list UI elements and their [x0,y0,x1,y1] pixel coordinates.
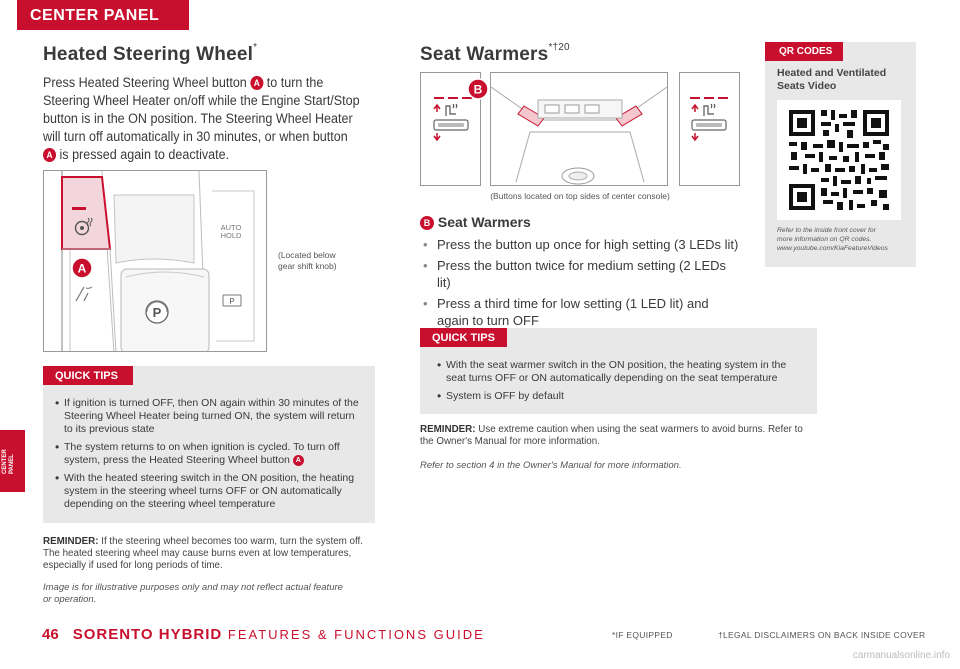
seat-tip-1: • With the seat warmer switch in the ON position, the heating system in the seat turns OFF or ON automatically depending on the seat temperature [437,359,802,385]
steering-title: Heated Steering Wheel* [43,42,258,65]
auto-hold-label-line2: HOLD [220,231,242,240]
center-panel-illustration [44,171,267,352]
model-name: SORENTO HYBRID [72,626,223,643]
steering-switch-figure [43,170,267,352]
button-a-badge: A [250,76,263,90]
button-a-badge: A [43,148,56,162]
seat-tips-list [437,359,802,408]
qr-codes-label: QR CODES [765,42,843,61]
seat-warmers-title: Seat Warmers$^{*\dagger 20}$ [420,42,570,65]
guide-name: FEATURES & FUNCTIONS GUIDE [227,627,485,642]
steering-tip-3: • With the heated steering switch in the ON position, the heating system in the steering wheel turns OFF or ON automatically depending on the steering wheel temperature [55,472,365,511]
seat-refer-note: Refer to section 4 in the Owner's Manual for more information. [420,460,682,471]
side-section-tab [0,430,25,492]
steering-description: Press Heated Steering Wheel button A to turn the Steering Wheel Heater on/off while the Engine Start/Stop button is in the ON position. The Steering Wheel Heater will turn off automatically in 30 minutes, or when button A is pressed again to deactivate. [43,75,360,162]
qr-code-icon [777,100,901,220]
seat-warmers-subheading: B Seat Warmers [420,214,531,230]
seat-figure-caption: (Buttons located on top sides of center console) [490,191,670,201]
legal-disclaimer-note: †LEGAL DISCLAIMERS ON BACK INSIDE COVER [718,630,926,640]
button-b-badge: B [420,216,434,230]
steering-tip-2: • The system returns to on when ignition is cycled. To turn off system, press the Heated Steering Wheel button A [55,441,365,467]
page-footer [42,626,485,643]
button-a-badge: A [293,455,304,466]
section-tab: CENTER PANEL [17,0,189,30]
qr-note: Refer to the inside front cover for more information on QR codes. www.youtube.com/KiaFeatureVideos [777,227,888,252]
auto-hold-label-line1: AUTO [220,223,242,232]
illustrative-disclaimer: Image is for illustrative purposes only and may not reflect actual feature or operation. [43,582,343,605]
svg-text:B: B [473,82,483,97]
if-equipped-note: *IF EQUIPPED [612,630,673,640]
callout-a-badge [72,258,92,278]
seat-step-1: • Press the button up once for high setting (3 LEDs lit) [423,236,743,253]
callout-b-badge [468,79,488,99]
center-console-illustration [420,72,740,186]
steering-reminder: REMINDER: If the steering wheel becomes too warm, turn the system off. The heated steering wheel may cause burns even at low temperatures, especially if used for long periods of time. [43,536,363,571]
steering-quick-tips-label: QUICK TIPS [43,366,133,385]
seat-quick-tips-label: QUICK TIPS [420,328,507,347]
park-button-label: P [152,305,162,320]
seat-step-3: • Press a third time for low setting (1 LED lit) and again to turn OFF [423,295,743,329]
qr-codes-panel [765,42,916,267]
seat-reminder: REMINDER: Use extreme caution when using the seat warmers to avoid burns. Refer to the Owner's Manual for more information. [420,424,803,447]
svg-text:A: A [77,261,87,276]
seat-step-2: • Press the button twice for medium setting (2 LEDs lit) [423,257,743,291]
steering-tips-list [55,397,365,516]
seat-tip-2: • System is OFF by default [437,390,802,403]
seat-warmer-figure [420,72,740,186]
qr-code-image[interactable] [777,100,901,220]
steering-figure-caption: (Located below gear shift knob) [278,250,337,271]
park-switch-label: P [229,297,235,306]
watermark: carmanualsonline.info [852,650,950,661]
page-number: 46 [42,626,59,643]
qr-video-title: Heated and Ventilated Seats Video [777,67,887,92]
seat-warmer-steps [423,236,743,333]
side-tab-label: CENTER PANEL [2,449,15,474]
steering-tip-1: • If ignition is turned OFF, then ON again within 30 minutes of the Steering Wheel Heater being turned ON, the system will return to its previous state [55,397,365,436]
